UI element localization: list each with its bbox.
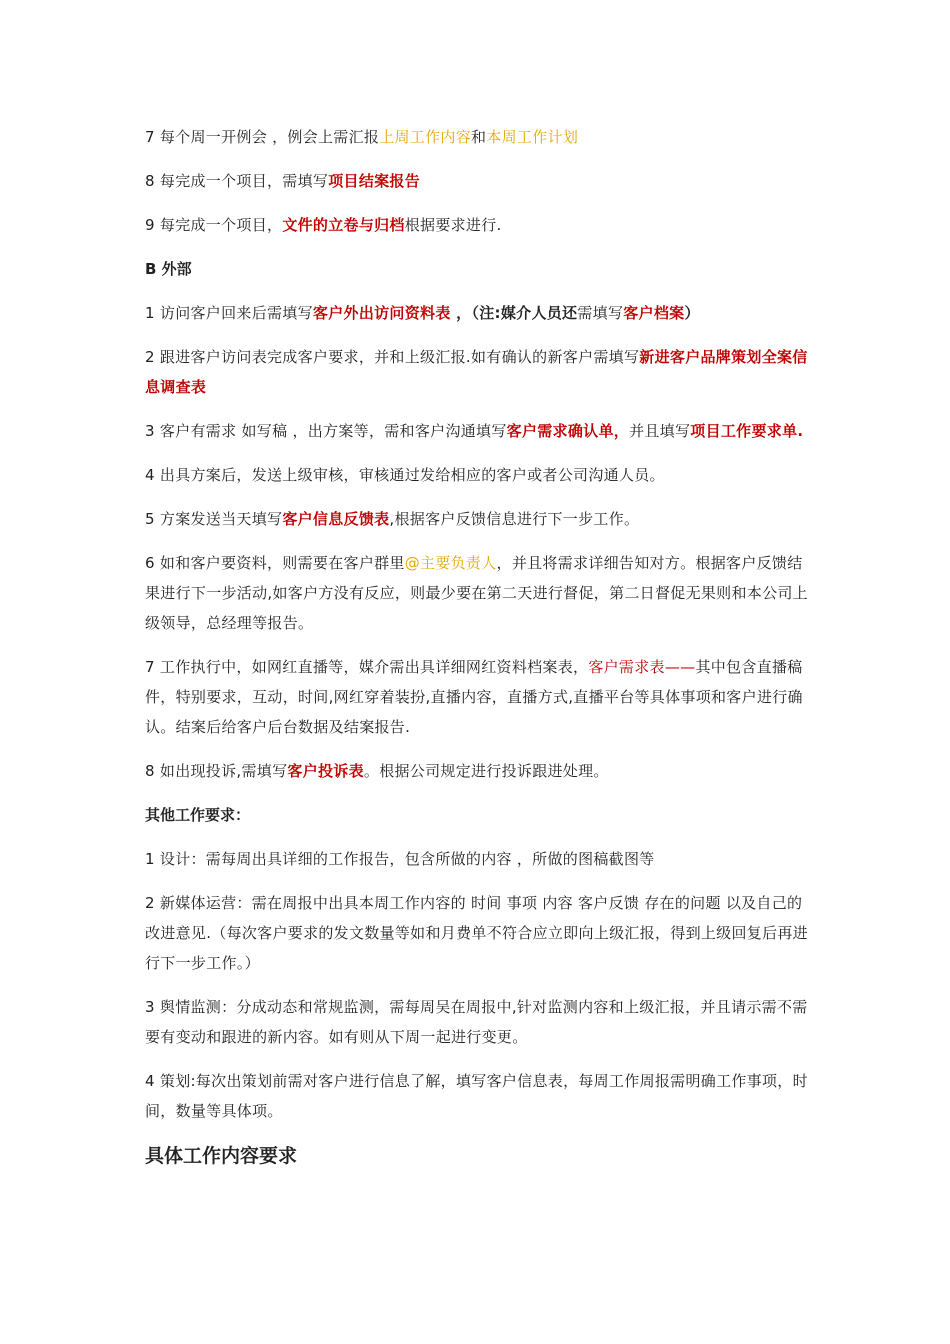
text-segment: 1 访问客户回来后需填写 (145, 304, 313, 322)
text-segment: 3 客户有需求 如写稿 ，出方案等，需和客户沟通填写 (145, 422, 507, 440)
highlight-project-requirement-form: 项目工作要求单. (690, 422, 804, 440)
text-segment: 其中包含直播稿件，特别要求，互动，时间,网红穿着装扮,直播内容，直播方式,直播平台等具体事项和客户进行确认。结案后给客户后台数据及结案报告. (145, 658, 803, 736)
text-segment: 。根据公司规定进行投诉跟进处理。 (363, 762, 609, 780)
other-1-design: 1 设计：需每周出具详细的工作报告，包含所做的内容 ，所做的图稿截图等 (145, 850, 655, 868)
text-segment: 并且填写 (629, 422, 691, 440)
text-segment: 需填写 (577, 304, 624, 322)
rule-b3-requirements (145, 416, 810, 446)
text-segment: 7 每个周一开例会 ，例会上需汇报 (145, 128, 380, 146)
text-segment: 8 每完成一个项目，需填写 (145, 172, 329, 190)
rule-b7-execution (145, 652, 810, 742)
text-segment: 根据要求进行. (404, 216, 502, 234)
text-segment: 和 (471, 128, 487, 146)
section-b-heading: B 外部 (145, 260, 192, 278)
rule-b4-review: 4 出具方案后，发送上级审核，审核通过发给相应的客户或者公司沟通人员。 (145, 466, 665, 484)
text-segment: 5 方案发送当天填写 (145, 510, 283, 528)
text-segment: 8 如出现投诉,需填写 (145, 762, 288, 780)
document-page (145, 122, 810, 1172)
text-segment: ） (684, 304, 700, 322)
section-detail-heading: 具体工作内容要求 (145, 1145, 298, 1167)
highlight-client-file: 客户档案 (623, 304, 685, 322)
rule-b2-follow-up (145, 342, 810, 402)
highlight-complaint-form: 客户投诉表 (287, 762, 364, 780)
other-4-planning: 4 策划:每次出策划前需对客户进行信息了解，填写客户信息表，每周工作周报需明确工作事项，时间，数量等具体项。 (145, 1072, 808, 1120)
other-2-new-media: 2 新媒体运营：需在周报中出具本周工作内容的 时间 事项 内容 客户反馈 存在的问题 以及自己的改进意见.（每次客户要求的发文数量等如和月费单不符合应立即向上级汇报，得到上级回复后再进行下一步工作。） (145, 894, 808, 972)
rule-b1-visit (145, 298, 810, 328)
highlight-this-week-plan: 本周工作计划 (486, 128, 579, 146)
highlight-project-closing-report: 项目结案报告 (328, 172, 421, 190)
section-other-heading: 其他工作要求： (145, 806, 251, 824)
highlight-last-week-work: 上周工作内容 (379, 128, 471, 146)
text-segment: ，并且将需求详细告知对方。根据客户反馈结果进行下一步活动,如客户方没有反应，则最少要在第二天进行督促，第二日督促无果则和本公司上级领导，总经理等报告。 (145, 554, 808, 632)
highlight-mention-owner: @主要负责人 (404, 554, 497, 572)
highlight-file-archiving: 文件的立卷与归档 (282, 216, 405, 234)
text-segment: ,根据客户反馈信息进行下一步工作。 (389, 510, 640, 528)
highlight-demand-form: 客户需求表—— (588, 658, 696, 676)
other-3-monitoring: 3 舆情监测：分成动态和常规监测，需每周吴在周报中,针对监测内容和上级汇报，并且请示需不需要有变动和跟进的新内容。如有则从下周一起进行变更。 (145, 998, 808, 1046)
rule-9-archiving (145, 210, 810, 240)
text-segment: 7 工作执行中，如网红直播等，媒介需出具详细网红资料档案表， (145, 658, 589, 676)
rule-b5-feedback (145, 504, 810, 534)
text-segment: 2 跟进客户访问表完成客户要求，并和上级汇报.如有确认的新客户需填写 (145, 348, 640, 366)
highlight-confirmation-form: 客户需求确认单， (506, 422, 630, 440)
highlight-feedback-form: 客户信息反馈表 (282, 510, 390, 528)
note-media-staff: ，（注:媒介人员还 (450, 304, 578, 322)
highlight-visit-form: 客户外出访问资料表 (312, 304, 451, 322)
text-segment: 6 如和客户要资料，则需要在客户群里 (145, 554, 405, 572)
text-segment: 9 每完成一个项目， (145, 216, 283, 234)
rule-b8-complaints (145, 756, 810, 786)
rule-b6-materials (145, 548, 810, 638)
rule-7-weekly-meeting (145, 122, 810, 152)
rule-8-project-report (145, 166, 810, 196)
highlight-brand-survey: 新进客户品牌策划全案信息调查表 (145, 348, 808, 396)
